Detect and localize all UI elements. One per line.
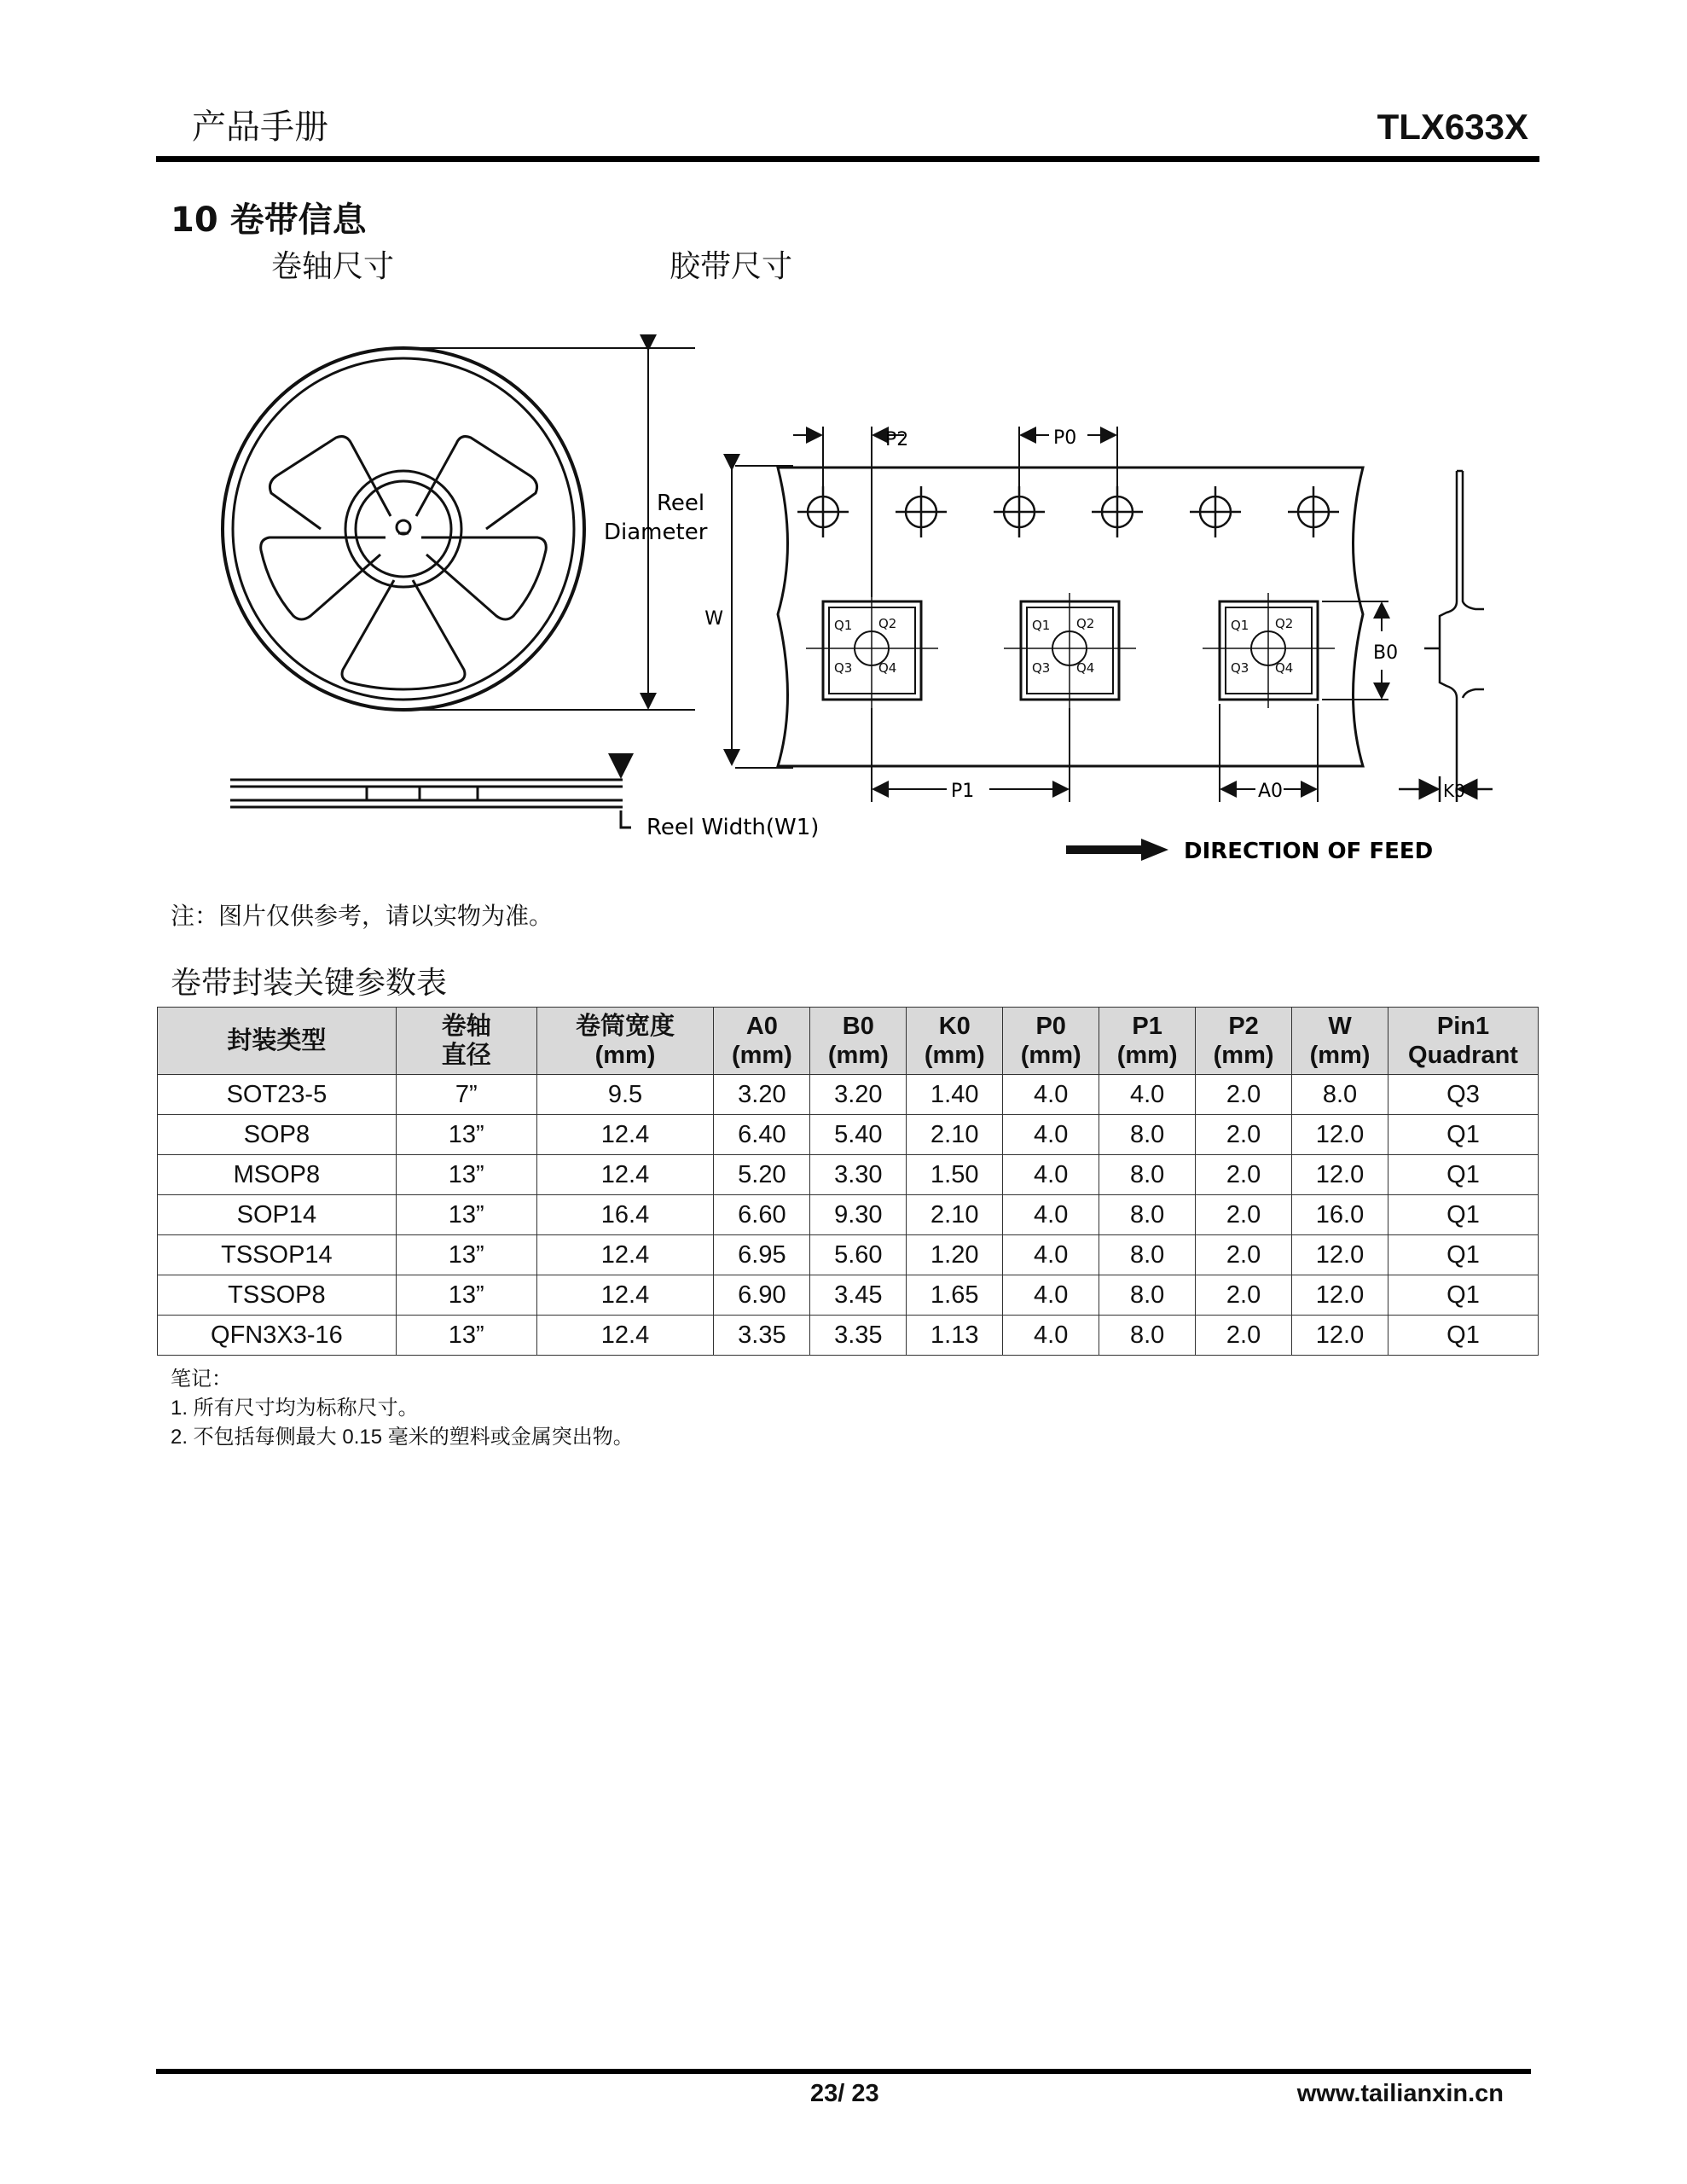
footnotes (171, 1365, 634, 1452)
table-cell: 4.0 (1003, 1316, 1099, 1356)
website-link[interactable]: www.tailianxin.cn (1296, 2080, 1504, 2107)
b0-label: B0 (1373, 642, 1399, 664)
table-cell: 4.0 (1099, 1075, 1196, 1115)
table-cell: 12.0 (1292, 1155, 1388, 1195)
table-cell: 4.0 (1003, 1115, 1099, 1155)
column-header (810, 1008, 907, 1075)
tape-pockets (806, 593, 1335, 708)
image-disclaimer: 注：图片仅供参考，请以实物为准。 (171, 902, 554, 930)
table-cell: 12.4 (536, 1316, 714, 1356)
section-title: 10 卷带信息 (171, 200, 367, 240)
table-cell: 2.0 (1196, 1316, 1292, 1356)
table-cell: 2.0 (1196, 1275, 1292, 1316)
q2-label: Q2 (878, 616, 897, 631)
column-header-line: Pin1 (1436, 1013, 1490, 1040)
header-part-number: TLX633X (1377, 107, 1528, 147)
q4-label: Q4 (1275, 660, 1294, 676)
table-cell: MSOP8 (158, 1155, 397, 1195)
table-cell: 16.4 (536, 1195, 714, 1235)
column-header (1099, 1008, 1196, 1075)
column-header-line: 卷轴 (441, 1013, 491, 1040)
table-cell: 8.0 (1099, 1275, 1196, 1316)
column-header (536, 1008, 714, 1075)
table-cell: 3.35 (810, 1316, 907, 1356)
tape-reel-diagram (196, 324, 1501, 870)
column-header-line: (mm) (1020, 1042, 1081, 1069)
table-cell: TSSOP14 (158, 1235, 397, 1275)
q2-label: Q2 (1275, 616, 1294, 631)
table-cell: 12.4 (536, 1155, 714, 1195)
tape-dimensions-heading: 胶带尺寸 (670, 249, 793, 284)
column-header-line: 直径 (441, 1042, 491, 1069)
table-cell: Q1 (1388, 1235, 1539, 1275)
column-header-line: (mm) (827, 1042, 889, 1069)
column-header (1292, 1008, 1388, 1075)
column-header (158, 1008, 397, 1075)
column-header-line: K0 (938, 1013, 971, 1040)
page-number: 23/ 23 (810, 2080, 879, 2107)
table-cell: 16.0 (1292, 1195, 1388, 1235)
table-cell: 1.20 (907, 1235, 1003, 1275)
table-cell: 2.10 (907, 1195, 1003, 1235)
table-cell: 13” (396, 1275, 536, 1316)
table-cell: 8.0 (1099, 1235, 1196, 1275)
table-cell: 6.60 (714, 1195, 810, 1235)
tape-dimension-lines (732, 427, 1388, 802)
table-cell: Q1 (1388, 1115, 1539, 1155)
table-cell: 12.0 (1292, 1115, 1388, 1155)
table-row (158, 1195, 1539, 1235)
column-header-line: A0 (745, 1013, 778, 1040)
column-header-line: (mm) (1309, 1042, 1371, 1069)
table-cell: 6.95 (714, 1235, 810, 1275)
table-cell: 13” (396, 1155, 536, 1195)
table-cell: 2.0 (1196, 1115, 1292, 1155)
column-header-line: P0 (1035, 1013, 1066, 1040)
footnote-2: 2. 不包括每侧最大 0.15 毫米的塑料或金属突出物。 (171, 1426, 634, 1449)
column-header (396, 1008, 536, 1075)
table-cell: 6.40 (714, 1115, 810, 1155)
table-cell: 8.0 (1292, 1075, 1388, 1115)
table-row (158, 1235, 1539, 1275)
tape-reel-parameters-table (157, 1007, 1539, 1356)
reel-side-view (230, 761, 631, 828)
table-cell: 8.0 (1099, 1316, 1196, 1356)
table-cell: 5.20 (714, 1155, 810, 1195)
q1-label: Q1 (1032, 618, 1051, 633)
table-cell: 6.90 (714, 1275, 810, 1316)
p2-label: P2 (885, 429, 909, 450)
k0-label: K0 (1443, 781, 1465, 801)
footer-rule (156, 2069, 1531, 2074)
table-cell: 3.20 (810, 1075, 907, 1115)
tape-side-profile (1399, 471, 1493, 802)
column-header-line: (mm) (1213, 1042, 1274, 1069)
column-header (1388, 1008, 1539, 1075)
column-header-line: Quadrant (1408, 1042, 1518, 1069)
table-cell: 2.10 (907, 1115, 1003, 1155)
table-cell: 9.5 (536, 1075, 714, 1115)
table-cell: 1.13 (907, 1316, 1003, 1356)
table-cell: 12.0 (1292, 1316, 1388, 1356)
column-header-line: P1 (1132, 1013, 1162, 1040)
column-header-line: (mm) (924, 1042, 985, 1069)
table-cell: 9.30 (810, 1195, 907, 1235)
table-cell: 12.0 (1292, 1275, 1388, 1316)
table-row (158, 1316, 1539, 1356)
table-cell: 8.0 (1099, 1155, 1196, 1195)
column-header-line: 封装类型 (227, 1027, 327, 1054)
header-doc-type: 产品手册 (192, 107, 328, 147)
table-cell: 2.0 (1196, 1155, 1292, 1195)
column-header (714, 1008, 810, 1075)
table-cell: 12.0 (1292, 1235, 1388, 1275)
table-header-row (158, 1008, 1539, 1075)
reel-width-label: Reel Width(W1) (646, 815, 820, 840)
table-row (158, 1115, 1539, 1155)
table-cell: 4.0 (1003, 1075, 1099, 1115)
p1-label: P1 (951, 781, 975, 802)
quadrant-labels (834, 616, 1293, 676)
table-cell: 4.0 (1003, 1235, 1099, 1275)
footnotes-heading: 笔记： (171, 1368, 232, 1391)
q3-label: Q3 (1231, 660, 1249, 676)
sprocket-holes (797, 486, 1339, 537)
reel-diameter-label-1: Reel (657, 491, 705, 516)
feed-direction-arrow (1066, 839, 1168, 861)
table-cell: 3.30 (810, 1155, 907, 1195)
table-cell: 5.40 (810, 1115, 907, 1155)
reel-dimensions-heading: 卷轴尺寸 (271, 249, 395, 284)
table-cell: 5.60 (810, 1235, 907, 1275)
table-cell: Q1 (1388, 1275, 1539, 1316)
column-header-line: (mm) (594, 1042, 656, 1069)
table-cell: 7” (396, 1075, 536, 1115)
table-cell: 2.0 (1196, 1235, 1292, 1275)
table-cell: 2.0 (1196, 1195, 1292, 1235)
column-header (1003, 1008, 1099, 1075)
table-cell: Q3 (1388, 1075, 1539, 1115)
p0-label: P0 (1053, 427, 1077, 449)
table-cell: 1.50 (907, 1155, 1003, 1195)
table-cell: 13” (396, 1195, 536, 1235)
column-header-line: W (1328, 1013, 1352, 1040)
table-cell: 8.0 (1099, 1195, 1196, 1235)
table-cell: 1.40 (907, 1075, 1003, 1115)
q4-label: Q4 (1076, 660, 1095, 676)
table-cell: SOP8 (158, 1115, 397, 1155)
table-cell: Q1 (1388, 1155, 1539, 1195)
table-row (158, 1155, 1539, 1195)
table-cell: QFN3X3-16 (158, 1316, 397, 1356)
q4-label: Q4 (878, 660, 897, 676)
a0-label: A0 (1258, 781, 1284, 802)
footnote-1: 1. 所有尺寸均为标称尺寸。 (171, 1397, 419, 1420)
q3-label: Q3 (834, 660, 853, 676)
table-cell: 4.0 (1003, 1155, 1099, 1195)
column-header (907, 1008, 1003, 1075)
header-rule (156, 156, 1539, 162)
table-row (158, 1275, 1539, 1316)
q3-label: Q3 (1032, 660, 1051, 676)
table-cell: 4.0 (1003, 1195, 1099, 1235)
table-title: 卷带封装关键参数表 (171, 966, 448, 1001)
table-cell: 13” (396, 1115, 536, 1155)
table-cell: 4.0 (1003, 1275, 1099, 1316)
table-cell: TSSOP8 (158, 1275, 397, 1316)
table-row (158, 1075, 1539, 1115)
table-cell: 12.4 (536, 1275, 714, 1316)
table-cell: 1.65 (907, 1275, 1003, 1316)
table-cell: 8.0 (1099, 1115, 1196, 1155)
column-header-line: (mm) (1116, 1042, 1178, 1069)
table-cell: Q1 (1388, 1195, 1539, 1235)
table-cell: SOP14 (158, 1195, 397, 1235)
table-cell: 3.45 (810, 1275, 907, 1316)
table-cell: 13” (396, 1316, 536, 1356)
column-header-line: B0 (842, 1013, 874, 1040)
table-cell: 2.0 (1196, 1075, 1292, 1115)
table-cell: SOT23-5 (158, 1075, 397, 1115)
table-cell: Q1 (1388, 1316, 1539, 1356)
direction-of-feed-label: DIRECTION OF FEED (1184, 839, 1434, 864)
q1-label: Q1 (1231, 618, 1249, 633)
column-header-line: 卷筒宽度 (576, 1013, 675, 1040)
table-cell: 3.35 (714, 1316, 810, 1356)
column-header-line: P2 (1228, 1013, 1259, 1040)
table-cell: 13” (396, 1235, 536, 1275)
column-header (1196, 1008, 1292, 1075)
table-cell: 3.20 (714, 1075, 810, 1115)
w-label: W (704, 608, 723, 630)
q1-label: Q1 (834, 618, 853, 633)
reel-drawing (223, 348, 584, 710)
column-header-line: (mm) (731, 1042, 792, 1069)
q2-label: Q2 (1076, 616, 1095, 631)
reel-diameter-label-2: Diameter (604, 520, 708, 545)
table-cell: 12.4 (536, 1115, 714, 1155)
table-cell: 12.4 (536, 1235, 714, 1275)
